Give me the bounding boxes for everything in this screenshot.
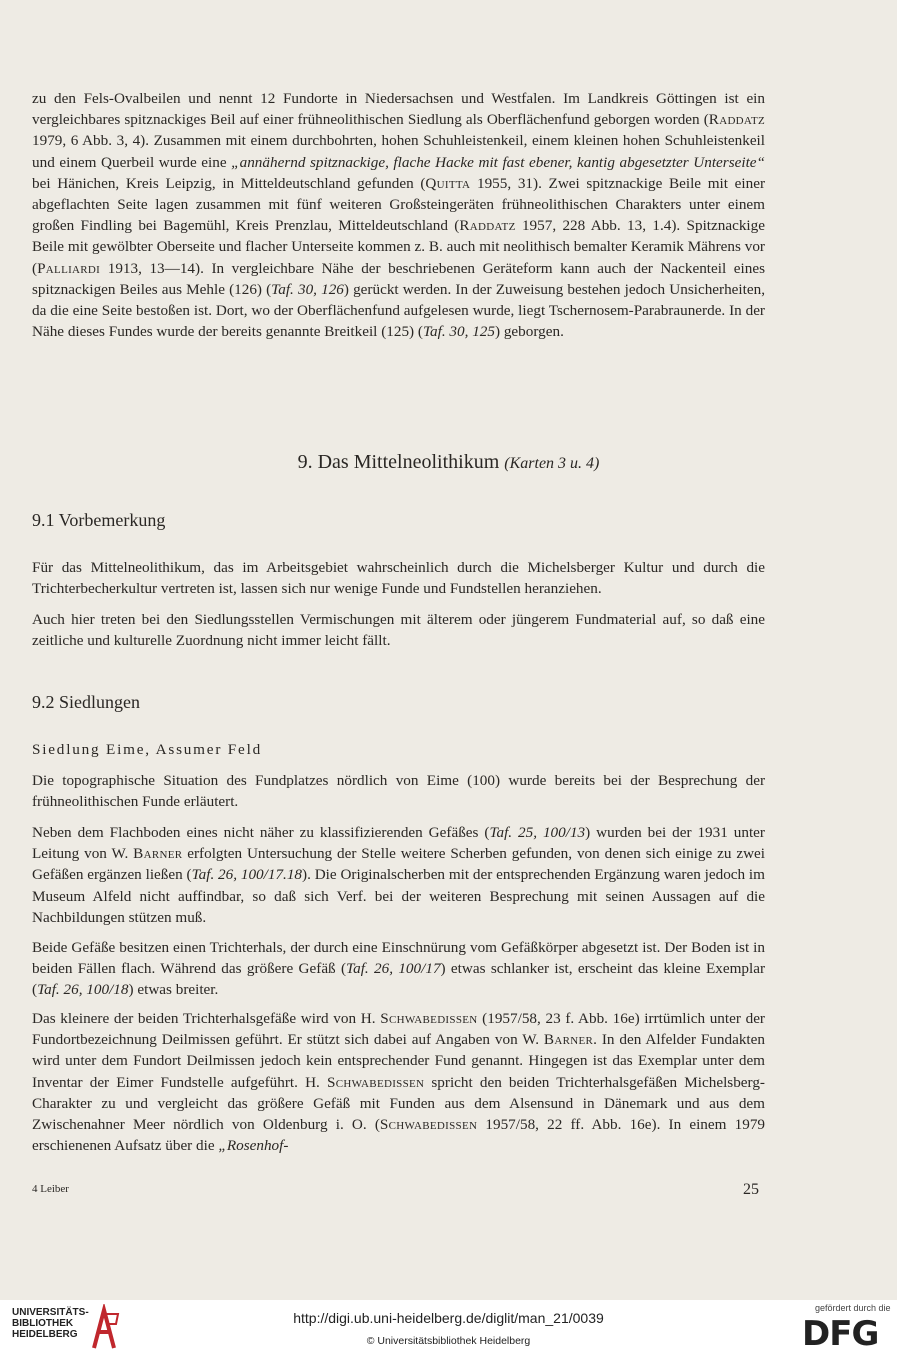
library-name-line: UNIVERSITÄTS- bbox=[12, 1307, 89, 1318]
chapter-title: 9. Das Mittelneolithikum (Karten 3 u. 4) bbox=[297, 451, 600, 473]
paragraph: Neben dem Flachboden eines nicht näher zu klassifizierenden Gefäßes (Taf. 25, 100/13) wurden bei der 1931 unter Leitung von W. Barner erfolgten Untersuchung der Stelle weitere Scherben gefunden, von denen sich einige zu zwei Gefäßen ergänzen ließen (Taf. 26, 100/17.18). Die Originalscherben mit der entsprechenden Ergänzung waren jedoch im Museum Alfeld nicht auffindbar, so daß sich Verf. bei der weiteren Besprechung mit seinen Aussagen auf die Nachbildungen stützen muß. bbox=[32, 824, 765, 926]
section-heading-siedlungen: 9.2 Siedlungen bbox=[32, 692, 140, 712]
copyright-text: © Universitätsbibliothek Heidelberg bbox=[366, 1335, 531, 1347]
page-number: 25 bbox=[743, 1181, 759, 1198]
footnote-signature: 4 Leiber bbox=[32, 1183, 69, 1195]
source-url-link[interactable]: http://digi.ub.uni-heidelberg.de/diglit/man_21/0039 bbox=[293, 1310, 604, 1326]
chapter-maps-reference: (Karten 3 u. 4) bbox=[504, 455, 600, 472]
paragraph: Das kleinere der beiden Trichterhalsgefäße wird von H. Schwabedissen (1957/58, 23 f. Abb. 16e) irrtümlich unter der Fundortbezeichnung Deilmissen geführt. Er stützt sich dabei auf Angaben von W. Barner. In den Alfelder Fundakten wird unter dem Fundort Deilmissen jedoch kein entsprechender Fund genannt. Hingegen ist das Exemplar unter dem Inventar der Eimer Fundstelle aufgeführt. H. Schwabedissen spricht den beiden Trichterhalsgefäßen Michelsberg-Charakter zu und vergleicht das größere Gefäß mit Funden aus dem Alsensund in Dänemark und aus dem Zwischenahner Meer nördlich von Oldenburg i. O. (Schwabedissen 1957/58, 22 ff. Abb. 16e). In einem 1979 erschienenen Aufsatz über die „Rosenhof- bbox=[32, 1010, 766, 1155]
subsection-heading: Siedlung Eime, Assumer Feld bbox=[32, 741, 262, 758]
paragraph: Auch hier treten bei den Siedlungsstellen Vermischungen mit älterem oder jüngerem Fundmaterial auf, so daß eine zeitliche und kulturelle Zuordnung nicht immer leicht fällt. bbox=[32, 611, 765, 650]
paragraph: Die topographische Situation des Fundplatzes nördlich von Eime (100) wurde bereits bei der Besprechung der frühneolithischen Funde erläutert. bbox=[32, 772, 765, 811]
paragraph: Beide Gefäße besitzen einen Trichterhals, der durch eine Einschnürung vom Gefäßkörper abgesetzt ist. Der Boden ist in beiden Fällen flach. Während das größere Gefäß (Taf. 26, 100/17) etwas schlanker ist, erscheint das kleine Exemplar (Taf. 26, 100/18) etwas breiter. bbox=[32, 939, 766, 999]
paragraph: Für das Mittelneolithikum, das im Arbeitsgebiet wahrscheinlich durch die Michelsberger Kultur und durch die Trichterbecherkultur vertreten ist, lassen sich nur wenige Funde und Fundstellen heranziehen. bbox=[32, 559, 765, 598]
dfg-logo: DFG bbox=[802, 1314, 879, 1354]
footer-bar bbox=[0, 1300, 897, 1358]
section-heading-vorbemerkung: 9.1 Vorbemerkung bbox=[32, 510, 166, 530]
funding-caption: gefördert durch die bbox=[815, 1303, 891, 1313]
intro-paragraph: zu den Fels-Ovalbeilen und nennt 12 Fundorte in Niedersachsen und Westfalen. Im Landkreis Göttingen ist ein vergleichbares spitznackiges Beil auf einer frühneolithischen Siedlung als Oberflächenfund geborgen worden (Raddatz 1979, 6 Abb. 3, 4). Zusammen mit einem durchbohrten, hohen Schuhleistenkeil, einem kleinen hohen Schuhleistenkeil und einem Querbeil wurde eine „annähernd spitznackige, flache Hacke mit fast ebener, kantig abgesetzter Unterseite“ bei Hänichen, Kreis Leipzig, in Mitteldeutschland gefunden (Quitta 1955, 31). Zwei spitznackige Beile mit einer abgeflachten Seite lagen zusammen mit fünf weiteren Großsteingeräten frühneolithischen Charakters unter einem großen Findling bei Bagemühl, Kreis Prenzlau, Mitteldeutschland (Raddatz 1957, 228 Abb. 13, 1.4). Spitznackige Beile mit gewölbter Oberseite und flacher Unterseite kommen z. B. auch mit neolithisch bemalter Keramik Mährens vor (Palliardi 1913, 13—14). In vergleichbare Nähe der beschriebenen Geräteform kann auch der Nackenteil eines spitznackigen Beiles aus Mehle (126) (Taf. 30, 126) gerückt werden. In der Zuweisung bestehen jedoch Unsicherheiten, da die eine Seite bestoßen ist. Dort, wo der Oberflächenfund aufgelesen wurde, liegt Tschernosem-Parabraunerde. In der Nähe dieses Fundes wurde der bereits genannte Breitkeil (125) (Taf. 30, 125) geborgen. bbox=[32, 90, 766, 341]
library-name-line: BIBLIOTHEK bbox=[12, 1318, 74, 1329]
library-name-line: HEIDELBERG bbox=[12, 1329, 78, 1340]
